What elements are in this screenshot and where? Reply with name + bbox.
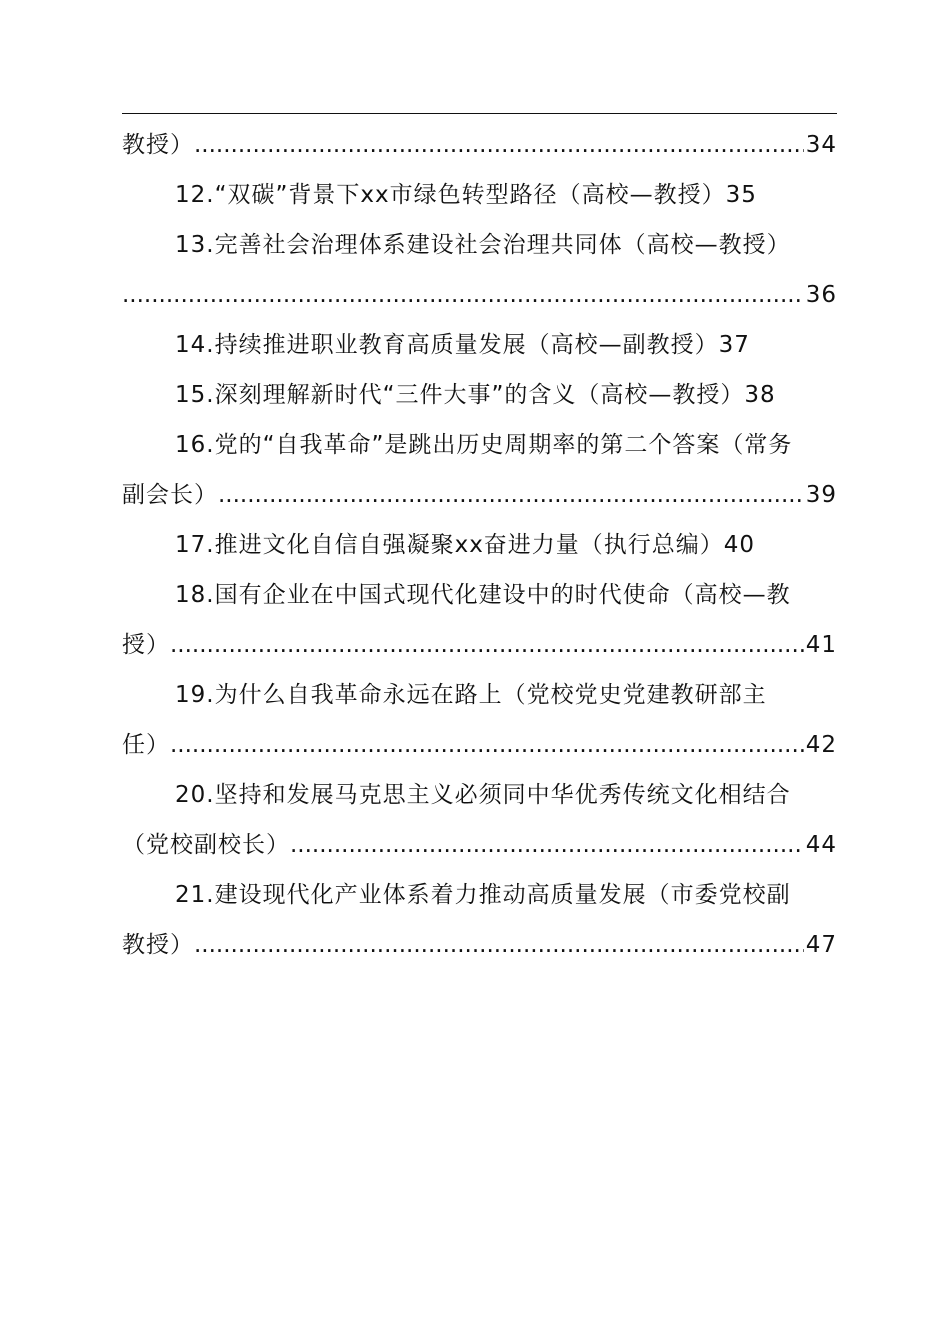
toc-entry-text: 17.推进文化自信自强凝聚xx奋进力量（执行总编）40	[175, 532, 756, 558]
toc-entry-text: 教授）	[122, 932, 194, 958]
toc-entry-line[interactable]	[122, 520, 837, 570]
dot-leader	[122, 270, 804, 320]
toc-entry-line[interactable]	[122, 920, 837, 970]
toc-entry-line[interactable]	[122, 620, 837, 670]
toc-entry-line[interactable]	[122, 120, 837, 170]
toc-entry-text: 教授）	[122, 132, 194, 158]
dot-leader	[290, 820, 804, 870]
toc-entry-line[interactable]	[122, 670, 837, 720]
toc-page-number: 39	[805, 482, 837, 508]
toc-entry-line[interactable]	[122, 420, 837, 470]
toc-entry-text: 16.党的“自我革命”是跳出历史周期率的第二个答案（常务	[175, 432, 793, 458]
toc-entry-line[interactable]	[122, 170, 837, 220]
toc-page-number: 42	[805, 732, 837, 758]
toc-entry-line[interactable]	[122, 870, 837, 920]
toc-entry-text: （党校副校长）	[122, 832, 290, 858]
toc-page-number: 34	[805, 132, 837, 158]
toc-entry-text: 15.深刻理解新时代“三件大事”的含义（高校—教授）38	[175, 382, 776, 408]
toc-entry-text: 授）	[122, 632, 170, 658]
toc-entry-text: 19.为什么自我革命永远在路上（党校党史党建教研部主	[175, 682, 767, 708]
toc-entry-line[interactable]	[122, 270, 837, 320]
toc-entry-text: 任）	[122, 732, 170, 758]
toc-page-number: 47	[805, 932, 837, 958]
toc-entry-text: 21.建设现代化产业体系着力推动高质量发展（市委党校副	[175, 882, 791, 908]
dot-leader	[218, 470, 804, 520]
toc-entry-line[interactable]	[122, 770, 837, 820]
toc-page-number: 41	[805, 632, 837, 658]
toc-entry-line[interactable]	[122, 220, 837, 270]
toc-entry-line[interactable]	[122, 470, 837, 520]
dot-leader	[194, 120, 804, 170]
dot-leader	[194, 920, 804, 970]
toc-entry-line[interactable]	[122, 720, 837, 770]
toc-entry-line[interactable]	[122, 570, 837, 620]
toc-entry-text: 副会长）	[122, 482, 218, 508]
toc-entry-text: 14.持续推进职业教育高质量发展（高校—副教授）37	[175, 332, 750, 358]
toc-entry-text: 12.“双碳”背景下xx市绿色转型路径（高校—教授）35	[175, 182, 757, 208]
toc-page-number: 36	[805, 282, 837, 308]
toc-entry-text: 18.国有企业在中国式现代化建设中的时代使命（高校—教	[175, 582, 791, 608]
toc-entry-text: 20.坚持和发展马克思主义必须同中华优秀传统文化相结合	[175, 782, 791, 808]
toc-entry-text: 13.完善社会治理体系建设社会治理共同体（高校—教授）	[175, 232, 791, 258]
toc-entry-line[interactable]	[122, 320, 837, 370]
table-of-contents	[122, 120, 837, 970]
toc-entry-line[interactable]	[122, 370, 837, 420]
dot-leader	[170, 720, 804, 770]
dot-leader	[170, 620, 804, 670]
toc-page-number: 44	[805, 832, 837, 858]
toc-entry-line[interactable]	[122, 820, 837, 870]
header-rule	[122, 113, 837, 114]
